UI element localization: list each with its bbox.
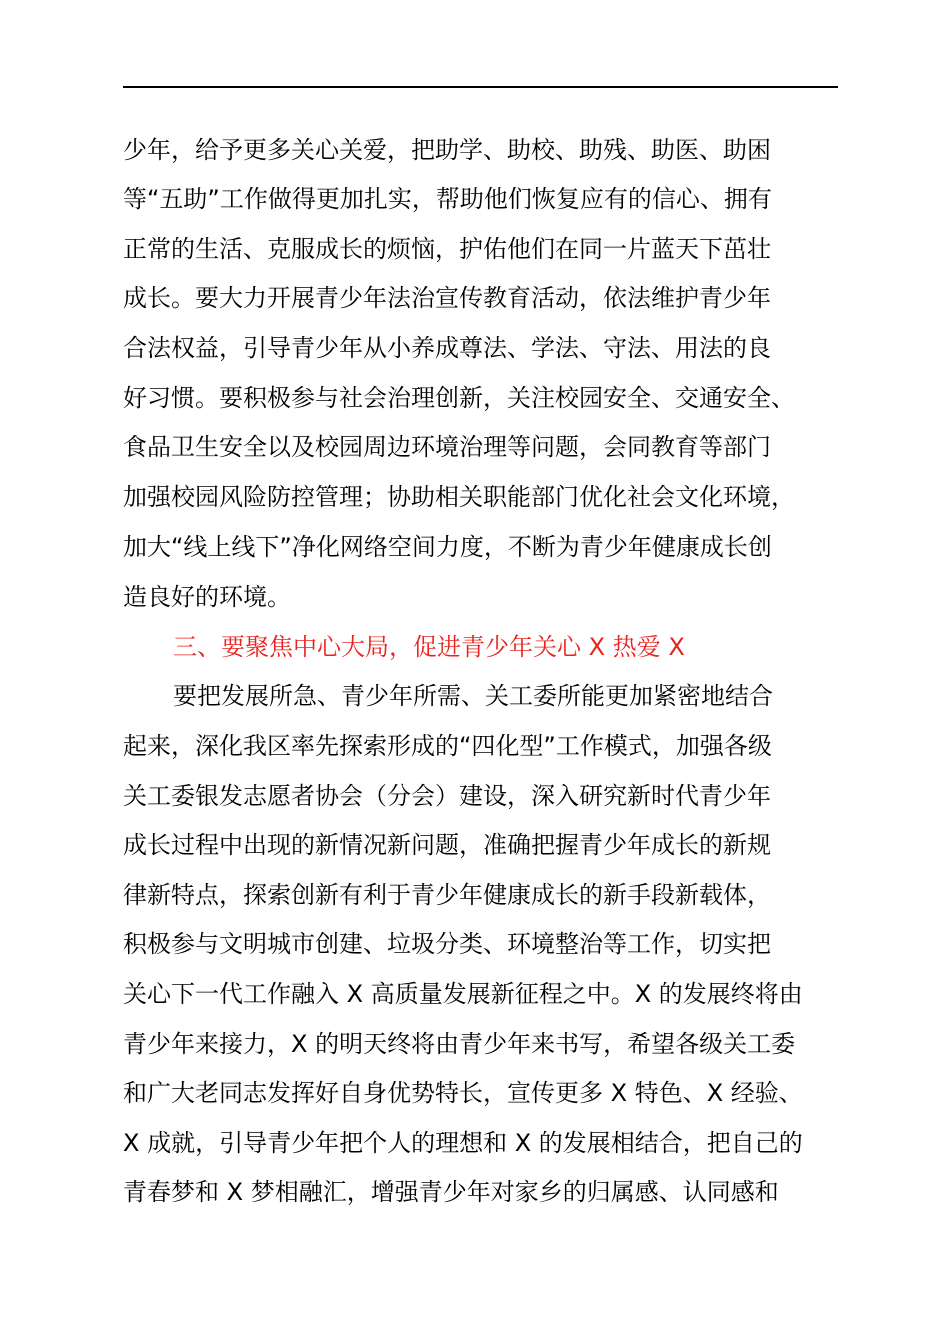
text-line: 加强校园风险防控管理；协助相关职能部门优化社会文化环境，: [123, 483, 795, 511]
text-line: 成长。要大力开展青少年法治宣传教育活动，依法维护青少年: [123, 284, 771, 312]
text-line: 律新特点，探索创新有利于青少年健康成长的新手段新载体，: [123, 881, 771, 909]
text-line: 食品卫生安全以及校园周边环境治理等问题，会同教育等部门: [123, 433, 771, 461]
text-line: 好习惯。要积极参与社会治理创新，关注校园安全、交通安全、: [123, 384, 795, 412]
text-line: 成长过程中出现的新情况新问题，准确把握青少年成长的新规: [123, 831, 771, 859]
text-line: 等“五助”工作做得更加扎实，帮助他们恢复应有的信心、拥有: [123, 185, 772, 213]
text-line: 造良好的环境。: [123, 583, 291, 611]
text-line: 少年，给予更多关心关爱，把助学、助校、助残、助医、助困: [123, 136, 771, 164]
text-line: 合法权益，引导青少年从小养成尊法、学法、守法、用法的良: [123, 334, 771, 362]
text-line: 加大“线上线下”净化网络空间力度，不断为青少年健康成长创: [123, 533, 772, 561]
text-line: X 成就，引导青少年把个人的理想和 X 的发展相结合，把自己的: [123, 1129, 803, 1157]
text-line: 关工委银发志愿者协会（分会）建设，深入研究新时代青少年: [123, 782, 771, 810]
text-line: 要把发展所急、青少年所需、关工委所能更加紧密地结合: [173, 682, 773, 710]
text-line: 积极参与文明城市创建、垃圾分类、环境整治等工作，切实把: [123, 930, 771, 958]
header-rule: [123, 86, 838, 88]
text-line: 起来，深化我区率先探索形成的“四化型”工作模式，加强各级: [123, 732, 772, 760]
text-line: 正常的生活、克服成长的烦恼，护佑他们在同一片蓝天下茁壮: [123, 235, 771, 263]
section-heading: 三、要聚焦中心大局，促进青少年关心 X 热爱 X: [173, 633, 685, 661]
text-line: 青春梦和 X 梦相融汇，增强青少年对家乡的归属感、认同感和: [123, 1178, 779, 1206]
text-line: 和广大老同志发挥好自身优势特长，宣传更多 X 特色、X 经验、: [123, 1079, 803, 1107]
text-line: 青少年来接力，X 的明天终将由青少年来书写，希望各级关工委: [123, 1030, 796, 1058]
text-line: 关心下一代工作融入 X 高质量发展新征程之中。X 的发展终将由: [123, 980, 803, 1008]
